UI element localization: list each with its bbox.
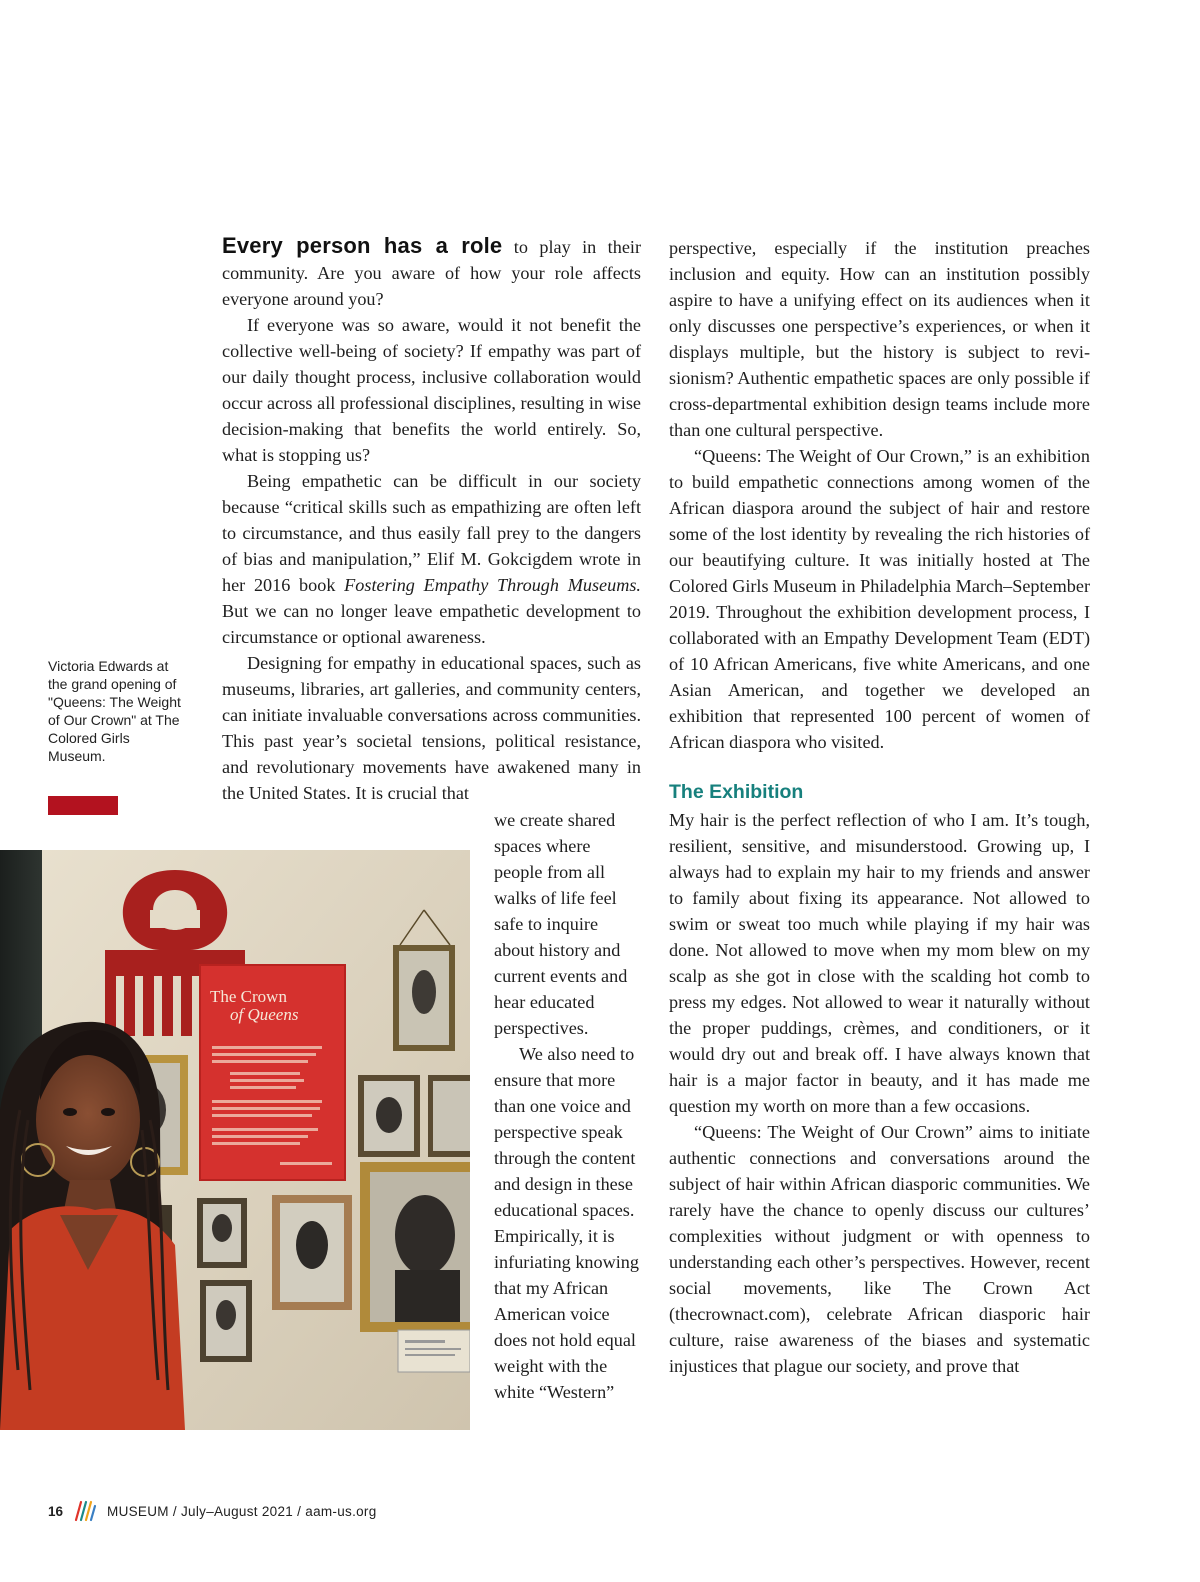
paragraph: “Queens: The Weight of Our Crown” aims to initiate authentic connections and conversations around the subject of hair within African diasporic communities. We rarely have the chance to openly discuss our cultures’ complexities without judgment or with openness to understanding each other’s perspectives. However, recent social movements, like The Crown Act (thecrownact.com), celebrate African diasporic hair culture, raise awareness of the biases and systematic injustices that plague our society, and prove that [669, 1122, 1090, 1376]
paragraph: If everyone was so aware, would it not benefit the collective well-being of society? If empathy was part of our daily thought process, inclusive collaboration would occur across all professional disciplines, resulting in wise decision-making that benefits the world entirely. So, what is stopping us? [222, 315, 641, 465]
article-column-right [669, 235, 1090, 1379]
paragraph [222, 468, 641, 650]
paragraph-text: But we can no longer leave empathetic development to circumstance or optional awareness. [222, 601, 641, 647]
photo-caption: Victoria Edwards at the grand opening of "Queens: The Weight of Our Crown" at The Colored Girls Museum. [48, 658, 181, 764]
paragraph-continuation: perspective, especially if the institution preaches inclusion and equity. How can an institution possibly aspire to have a unifying effect on its audiences when it only discusses one perspective’s experiences, or when it displays multiple, but the history is subject to revisionism? Authentic empathetic spaces are only possible if cross-departmental exhibition design teams include more than one cultural perspective. [669, 238, 1090, 440]
paragraph: Designing for empathy in educational spaces, such as museums, libraries, art galleries, and community centers, can initiate invaluable conversations across communities. This past year’s societal tensions, political resistance, and revolutionary movements have awakened many in the United States. It is crucial that [222, 653, 641, 803]
paragraph: “Queens: The Weight of Our Crown,” is an exhibition to build empathetic connections among women of the African diaspora around the subject of hair and restore some of the lost identity by revealing the rich histories of our beautifying culture. It was initially hosted at The Colored Girls Museum in Philadelphia March–September 2019. Throughout the exhibition development process, I collaborated with an Empathy Development Team (EDT) of 10 African Americans, five white Americans, and one Asian American, and together we developed an exhibition that represented 100 percent of women of African diaspora who visited. [669, 446, 1090, 752]
section-heading: The Exhibition [669, 781, 804, 803]
poster-title-1: The Crown [210, 987, 287, 1006]
paragraph-text: Being empathetic can be difficult in our society because “critical skills such as empathizing are often left to circumstance, and thus easily fall prey to the dangers of bias and manipulation,” Elif M. Gokcigdem wrote in her 2016 book [222, 471, 641, 595]
lead-in: Every person has a role [222, 233, 503, 258]
footer-text: MUSEUM / July–August 2021 / aam-us.org [107, 1503, 377, 1519]
page-footer [48, 1500, 377, 1522]
page-number: 16 [48, 1503, 64, 1519]
paragraph-lead [222, 233, 641, 312]
book-title: Fostering Empathy Through Museums. [344, 575, 641, 595]
paragraph-continuation: we create shared spaces where people from all walks of life feel safe to inquire about history and current events and hear educated perspectives. [494, 810, 628, 1038]
caption-rule [48, 796, 118, 815]
paragraph: We also need to ensure that more than one voice and perspective speak through the content and design in these educational spaces. Empirically, it is infuriating knowing that my African American voice does not hold equal weight with the white “Western” [494, 1044, 639, 1402]
article-column-left-narrow [494, 807, 642, 1405]
exhibition-poster [200, 965, 345, 1180]
article-column-left [222, 233, 641, 806]
poster-title-2: of Queens [230, 1005, 299, 1024]
lead-rest: to play in their community. Are you aware of how your role affects everyone around you? [222, 237, 641, 309]
exhibition-photo [0, 850, 470, 1430]
aam-logo-icon [73, 1500, 97, 1522]
photo-illustration [0, 850, 470, 1430]
paragraph: My hair is the perfect reflection of who I am. It’s tough, resilient, sensitive, and misunderstood. Growing up, I always had to explain my hair to my friends and answer to family about fixing its appearance. Not allowed to swim or sweat too much while playing if my hair was done. Not allowed to move when my mom blew on my scalp as she got in close with the scalding hot comb to press my edges. Not allowed to wear it naturally without the proper puddings, crèmes, and conditioners, or it would dry out and break off. I have always known that hair is a major factor in beauty, and it has made me question my worth on more than a few occasions. [669, 810, 1090, 1116]
